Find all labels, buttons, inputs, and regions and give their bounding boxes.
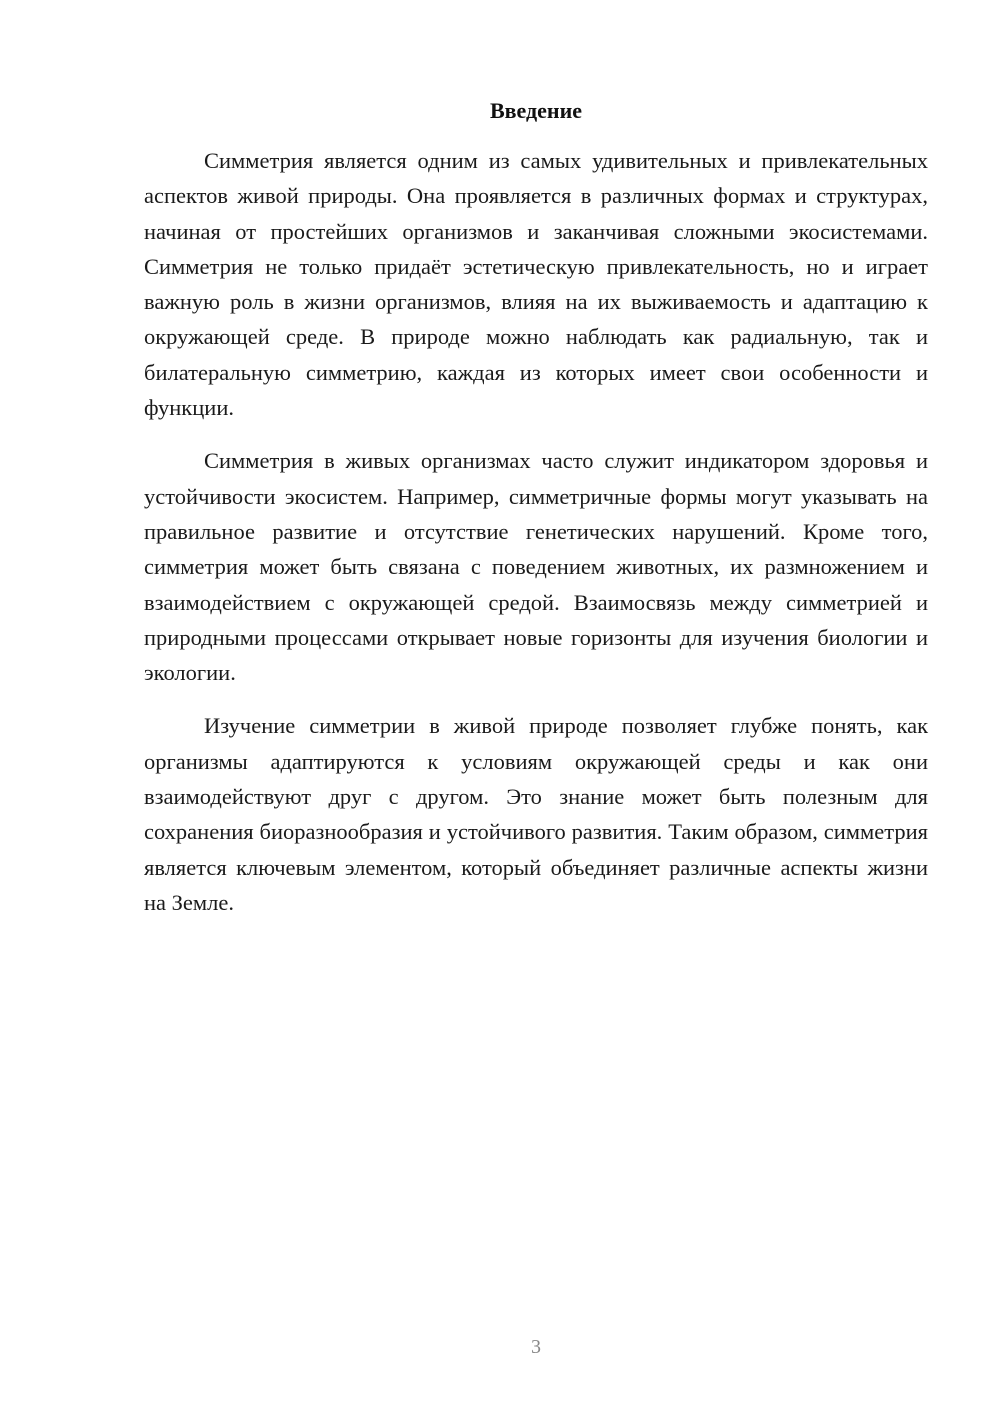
section-title: Введение xyxy=(489,98,583,123)
body-text xyxy=(144,143,928,920)
paragraph: Симметрия в живых организмах часто служит индикатором здоровья и устойчивости экосистем. Например, симметричные формы могут указывать на правильное развитие и отсутствие генетических нарушений. Кроме того, симметрия может быть связана с поведением животных, их размножением и взаимодействием с окружающей средой. Взаимосвязь между симметрией и природными процессами открывает новые горизонты для изучения биологии и экологии. xyxy=(144,448,928,686)
paragraph: Симметрия является одним из самых удивительных и привлекательных аспектов живой природы. Она проявляется в различных формах и структурах, начиная от простейших организмов и заканчивая сложными экосистемами. Симметрия не только придаёт эстетическую привлекательность, но и играет важную роль в жизни организмов, влияя на их выживаемость и адаптацию к окружающей среде. В природе можно наблюдать как радиальную, так и билатеральную симметрию, каждая из которых имеет свои особенности и функции. xyxy=(144,148,928,421)
paragraph: Изучение симметрии в живой природе позволяет глубже понять, как организмы адаптируются к условиям окружающей среды и как они взаимодействуют друг с другом. Это знание может быть полезным для сохранения биоразнообразия и устойчивого развития. Таким образом, симметрия является ключевым элементом, который объединяет различные аспекты жизни на Земле. xyxy=(144,713,928,915)
page-number: 3 xyxy=(531,1336,541,1358)
